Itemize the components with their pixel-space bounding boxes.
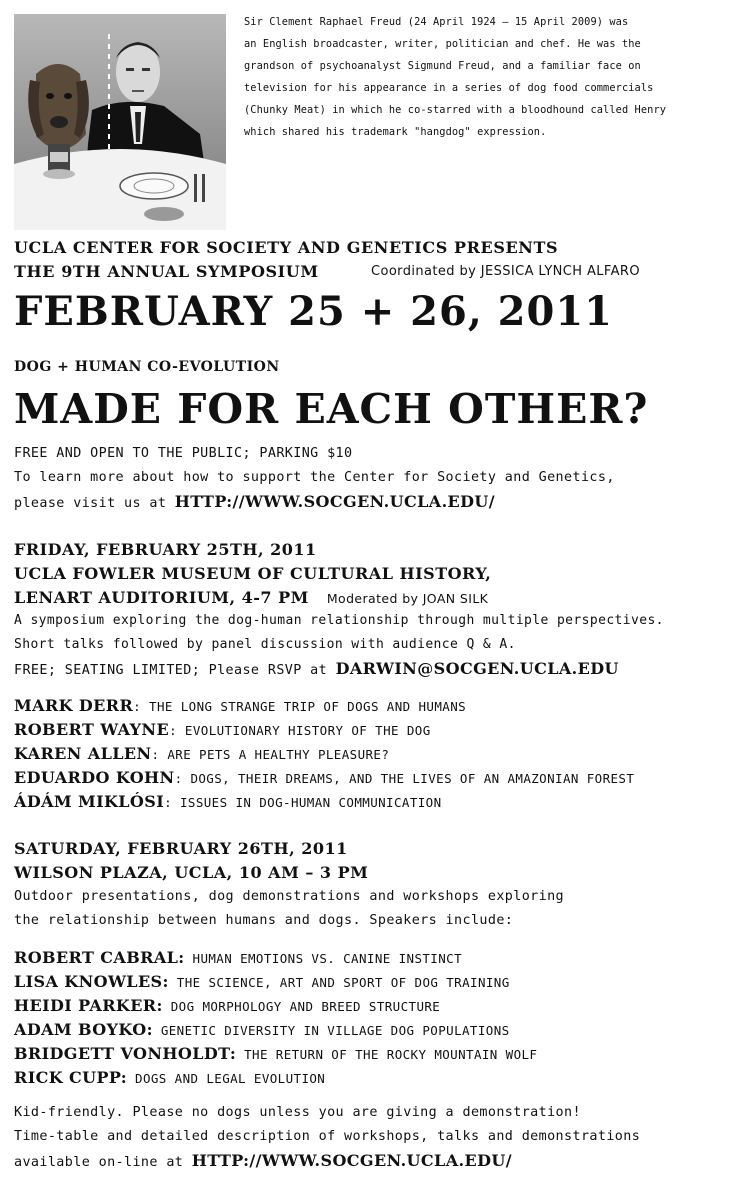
intro-support-line: To learn more about how to support the Center for Society and Genetics, [14, 470, 615, 485]
friday-speaker [14, 696, 466, 715]
footer-url-link[interactable]: HTTP://WWW.SOCGEN.UCLA.EDU/ [191, 1151, 512, 1170]
saturday-desc-line: Outdoor presentations, dog demonstrations and workshops exploring [14, 889, 565, 904]
speaker-name: HEIDI PARKER: [14, 996, 163, 1015]
saturday-venue-heading: WILSON PLAZA, UCLA, 10 AM – 3 PM [14, 863, 369, 882]
friday-room-time: LENART AUDITORIUM, 4-7 PM [14, 588, 309, 607]
speaker-separator: : [133, 699, 150, 714]
saturday-speaker [14, 972, 510, 991]
friday-desc-line: Short talks followed by panel discussion with audience Q & A. [14, 637, 516, 652]
friday-speaker [14, 768, 634, 787]
friday-speaker [14, 744, 389, 763]
speaker-separator: : [174, 771, 191, 786]
coordinator-line: Coordinated by JESSICA LYNCH ALFARO [371, 264, 640, 279]
speaker-topic: ISSUES IN DOG-HUMAN COMMUNICATION [179, 795, 442, 810]
saturday-speaker [14, 1068, 325, 1087]
footer-online-line [14, 1151, 512, 1170]
friday-venue-heading: UCLA FOWLER MUSEUM OF CULTURAL HISTORY, [14, 564, 492, 583]
saturday-speaker [14, 996, 440, 1015]
speaker-name: ROBERT CABRAL: [14, 948, 185, 967]
speaker-topic: DOGS, THEIR DREAMS, AND THE LIVES OF AN AMAZONIAN FOREST [190, 771, 635, 786]
intro-visit-prefix: please visit us at [14, 496, 175, 511]
photo-caption [244, 11, 724, 143]
saturday-desc-line: the relationship between humans and dogs. Speakers include: [14, 913, 514, 928]
friday-date-heading: FRIDAY, FEBRUARY 25TH, 2011 [14, 540, 317, 559]
friday-speaker [14, 792, 442, 811]
speaker-topic: THE LONG STRANGE TRIP OF DOGS AND HUMANS [149, 699, 467, 714]
photo-illustration [14, 14, 226, 230]
saturday-speaker [14, 1044, 537, 1063]
friday-speaker [14, 720, 431, 739]
speaker-name: LISA KNOWLES: [14, 972, 169, 991]
caption-line: grandson of psychoanalyst Sigmund Freud, and a familiar face on [244, 60, 641, 72]
photo-freud-and-bloodhound [14, 14, 226, 230]
speaker-topic: DOGS AND LEGAL EVOLUTION [135, 1071, 326, 1086]
saturday-date-heading: SATURDAY, FEBRUARY 26TH, 2011 [14, 839, 348, 858]
speaker-topic: DOG MORPHOLOGY AND BREED STRUCTURE [170, 999, 441, 1014]
saturday-speaker [14, 1020, 510, 1039]
speaker-separator [127, 1071, 135, 1086]
speaker-name: ADAM BOYKO: [14, 1020, 153, 1039]
speaker-topic: GENETIC DIVERSITY IN VILLAGE DOG POPULATIONS [160, 1023, 510, 1038]
speaker-topic: EVOLUTIONARY HISTORY OF THE DOG [184, 723, 431, 738]
caption-line: (Chunky Meat) in which he co-starred with a bloodhound called Henry [244, 104, 667, 116]
speaker-separator [185, 951, 193, 966]
speaker-separator [163, 999, 171, 1014]
speaker-topic: ARE PETS A HEALTHY PLEASURE? [167, 747, 390, 762]
speaker-topic: THE SCIENCE, ART AND SPORT OF DOG TRAINING [176, 975, 510, 990]
speaker-separator [153, 1023, 161, 1038]
caption-line: Sir Clement Raphael Freud (24 April 1924 – 15 April 2009) was [244, 16, 629, 28]
speaker-separator [236, 1047, 244, 1062]
speaker-name: KAREN ALLEN [14, 744, 152, 763]
event-dates: FEBRUARY 25 + 26, 2011 [14, 288, 613, 335]
footer-timetable-line: Time-table and detailed description of workshops, talks and demonstrations [14, 1129, 641, 1144]
topic-line: DOG + HUMAN CO-EVOLUTION [14, 359, 280, 375]
speaker-separator: : [169, 723, 185, 738]
speaker-name: ÁDÁM MIKLÓSI [14, 792, 165, 811]
presenter-line: UCLA CENTER FOR SOCIETY AND GENETICS PRESENTS [14, 238, 559, 257]
speaker-name: EDUARDO KOHN [14, 768, 175, 787]
intro-visit-line [14, 492, 495, 511]
friday-moderator: Moderated by JOAN SILK [326, 591, 489, 606]
speaker-topic: THE RETURN OF THE ROCKY MOUNTAIN WOLF [244, 1047, 538, 1062]
caption-line: which shared his trademark "hangdog" expression. [244, 126, 547, 138]
friday-rsvp-line [14, 659, 619, 678]
rsvp-email-link[interactable]: DARWIN@SOCGEN.UCLA.EDU [335, 659, 619, 678]
speaker-name: RICK CUPP: [14, 1068, 128, 1087]
speaker-name: BRIDGETT VONHOLDT: [14, 1044, 237, 1063]
caption-line: television for his appearance in a series of dog food commercials [244, 82, 654, 94]
saturday-speaker [14, 948, 462, 967]
speaker-name: MARK DERR [14, 696, 134, 715]
speaker-name: ROBERT WAYNE [14, 720, 170, 739]
event-title: MADE FOR EACH OTHER? [14, 385, 649, 433]
friday-desc-line: A symposium exploring the dog-human relationship through multiple perspectives. [14, 613, 664, 628]
speaker-separator [169, 975, 177, 990]
footer-kid-line: Kid-friendly. Please no dogs unless you are giving a demonstration! [14, 1105, 581, 1120]
speaker-separator: : [164, 795, 180, 810]
intro-free-line: FREE AND OPEN TO THE PUBLIC; PARKING $10 [14, 446, 353, 461]
caption-line: an English broadcaster, writer, politician and chef. He was the [244, 38, 641, 50]
footer-online-prefix: available on-line at [14, 1155, 192, 1170]
intro-url-link[interactable]: HTTP://WWW.SOCGEN.UCLA.EDU/ [174, 492, 496, 511]
friday-room-heading [14, 588, 488, 607]
speaker-separator: : [151, 747, 168, 762]
symposium-line: THE 9TH ANNUAL SYMPOSIUM [14, 262, 319, 281]
speaker-topic: HUMAN EMOTIONS VS. CANINE INSTINCT [192, 951, 463, 966]
friday-rsvp-prefix: FREE; SEATING LIMITED; Please RSVP at [14, 663, 336, 678]
